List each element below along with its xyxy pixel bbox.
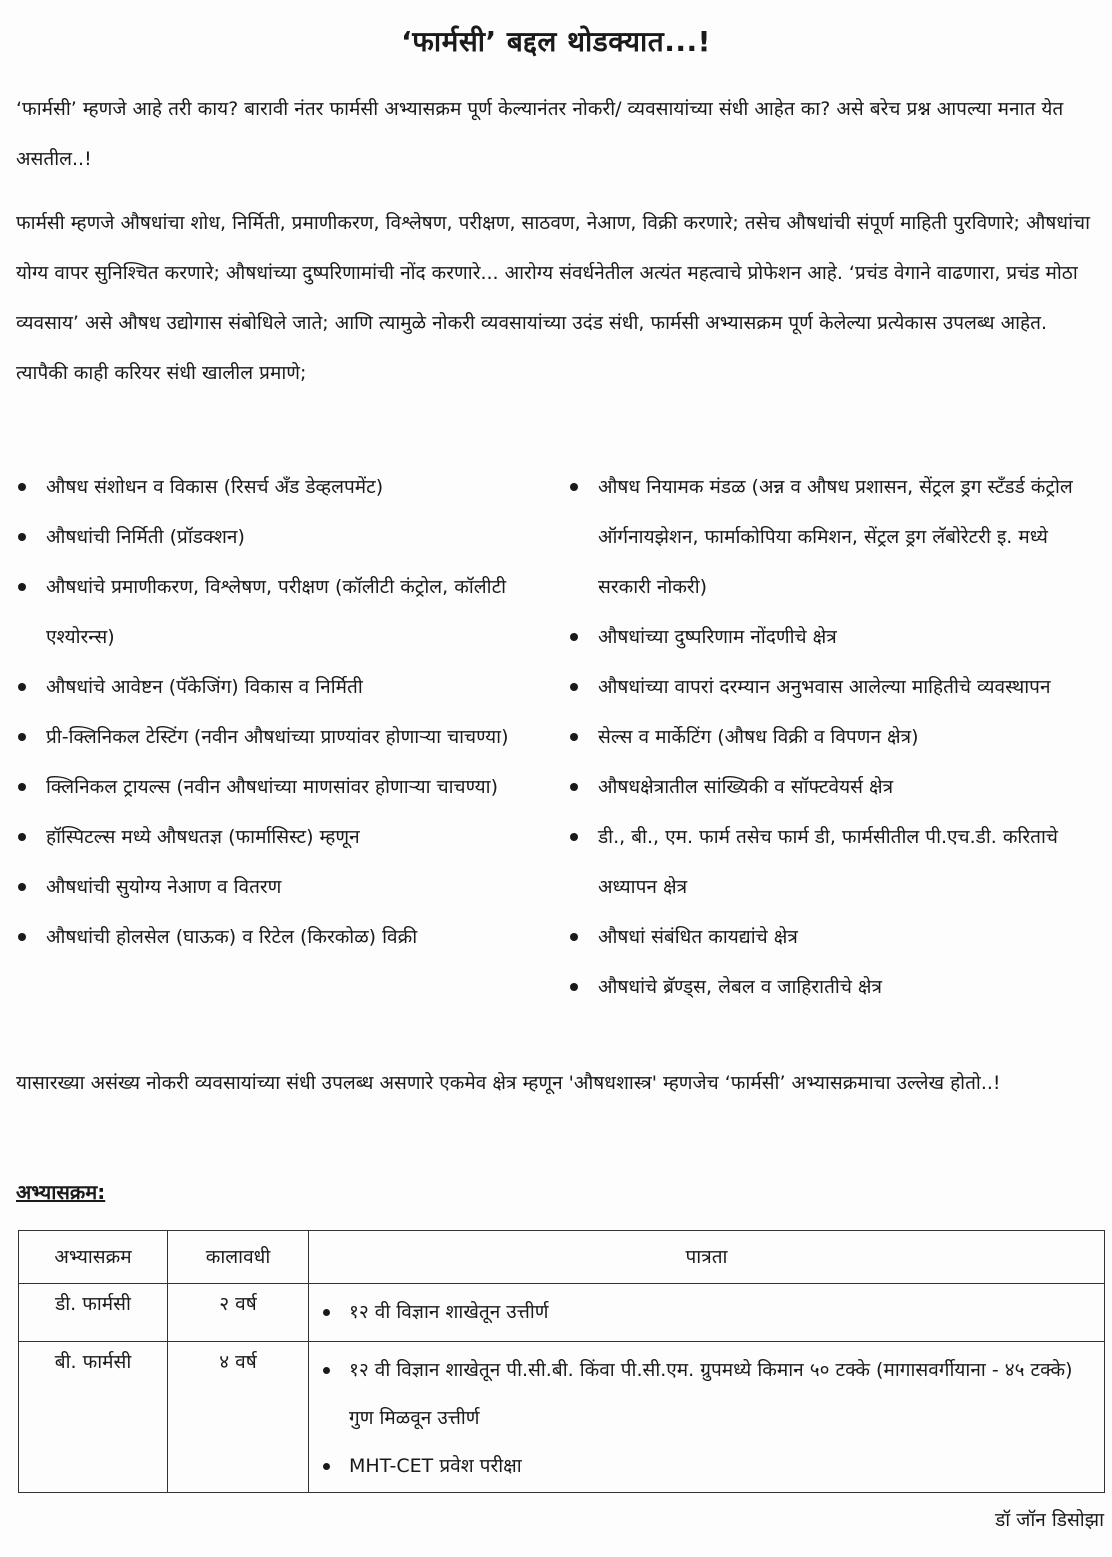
header-eligibility: पात्रता xyxy=(309,1231,1105,1284)
list-item: हॉस्पिटल्स मध्ये औषधतज्ञ (फार्मासिस्ट) म्हणून xyxy=(16,812,536,862)
list-item: औषधक्षेत्रातील सांख्यिकी व सॉफ्टवेयर्स क्षेत्र xyxy=(568,762,1098,812)
career-list-right xyxy=(568,462,1098,1012)
list-item: सेल्स व मार्केटिंग (औषध विक्री व विपणन क्षेत्र) xyxy=(568,712,1098,762)
table-row xyxy=(19,1342,1105,1493)
list-item: औषध संशोधन व विकास (रिसर्च अँड डेव्हलपमेंट) xyxy=(16,462,536,512)
eligibility-cell xyxy=(309,1284,1105,1342)
intro-paragraph: ‘फार्मसी’ म्हणजे आहे तरी काय? बारावी नंतर फार्मसी अभ्यासक्रम पूर्ण केल्यानंतर नोकरी/ व्यवसायांच्या संधी आहेत का? असे बरेच प्रश्न आपल्या मनात येत असतील..! xyxy=(16,98,1064,170)
courses-table xyxy=(18,1230,1105,1493)
list-item: डी., बी., एम. फार्म तसेच फार्म डी, फार्मसीतील पी.एच.डी. करिताचे अध्यापन क्षेत्र xyxy=(568,812,1098,912)
list-item: प्री-क्लिनिकल टेस्टिंग (नवीन औषधांच्या प्राण्यांवर होणाऱ्या चाचण्या) xyxy=(16,712,536,762)
table-row xyxy=(19,1284,1105,1342)
definition-paragraph: फार्मसी म्हणजे औषधांचा शोध, निर्मिती, प्रमाणीकरण, विश्लेषण, परीक्षण, साठवण, नेआण, विक्री करणारे; तसेच औषधांची संपूर्ण माहिती पुरविणारे; औषधांचा योग्य वापर सुनिश्चित करणारे; औषधांच्या दुष्परिणामांची नोंद करणारे... आरोग्य संवर्धनेतील अत्यंत महत्वाचे प्रोफेशन आहे. ‘प्रचंड वेगाने वाढणारा, प्रचंड मोठा व्यवसाय’ असे औषध उद्योगास संबोधिले जाते; आणि त्यामुळे नोकरी व्यवसायांच्या उदंड संधी, फार्मसी अभ्यासक्रम पूर्ण केलेल्या प्रत्येकास उपलब्ध आहेत. त्यापैकी काही करियर संधी खालील प्रमाणे; xyxy=(16,212,1091,384)
list-item: औषध नियामक मंडळ (अन्न व औषध प्रशासन, सेंट्रल ड्रग स्टॅंडर्ड कंट्रोल ऑर्गनायझेशन, फार्माकोपिया कमिशन, सेंट्रल ड्रग लॅबोरेटरी इ. मध्ये सरकारी नोकरी) xyxy=(568,462,1098,612)
list-item: औषधांच्या दुष्परिणाम नोंदणीचे क्षेत्र xyxy=(568,612,1098,662)
courses-heading: अभ्यासक्रम: xyxy=(16,1180,106,1204)
list-item: औषधांची होलसेल (घाऊक) व रिटेल (किरकोळ) विक्री xyxy=(16,912,536,962)
list-item: औषधांची निर्मिती (प्रॉडक्शन) xyxy=(16,512,536,562)
author-signature: डॉ जॉन डिसोझा xyxy=(995,1509,1104,1531)
header-duration: कालावधी xyxy=(168,1231,309,1284)
header-course: अभ्यासक्रम xyxy=(19,1231,168,1284)
list-item: क्लिनिकल ट्रायल्स (नवीन औषधांच्या माणसांवर होणाऱ्या चाचण्या) xyxy=(16,762,536,812)
closing-paragraph: यासारख्या असंख्य नोकरी व्यवसायांच्या संधी उपलब्ध असणारे एकमेव क्षेत्र म्हणून 'औषधशास्त्र' म्हणजेच ‘फार्मसी’ अभ्यासक्रमाचा उल्लेख होतो..! xyxy=(16,1072,1001,1094)
page-title: ‘फार्मसी’ बद्दल थोडक्यात...! xyxy=(401,25,711,58)
eligibility-list xyxy=(317,1288,1096,1336)
list-item: औषधांची सुयोग्य नेआण व वितरण xyxy=(16,862,536,912)
duration-cell: ४ वर्ष xyxy=(168,1342,309,1493)
list-item: MHT-CET प्रवेश परीक्षा xyxy=(317,1442,1096,1490)
career-list-left xyxy=(16,462,536,962)
course-cell: बी. फार्मसी xyxy=(19,1342,168,1493)
list-item: १२ वी विज्ञान शाखेतून पी.सी.बी. किंवा पी.सी.एम. ग्रुपमध्ये किमान ५० टक्के (मागासवर्गीयाना - ४५ टक्के) गुण मिळवून उत्तीर्ण xyxy=(317,1346,1096,1442)
list-item: १२ वी विज्ञान शाखेतून उत्तीर्ण xyxy=(317,1288,1096,1336)
list-item: औषधांचे प्रमाणीकरण, विश्लेषण, परीक्षण (कॉलीटी कंट्रोल, कॉलीटी एश्योरन्स) xyxy=(16,562,536,662)
list-item: औषधां संबंधित कायद्यांचे क्षेत्र xyxy=(568,912,1098,962)
duration-cell: २ वर्ष xyxy=(168,1284,309,1342)
eligibility-cell xyxy=(309,1342,1105,1493)
list-item: औषधांचे आवेष्टन (पॅकेजिंग) विकास व निर्मिती xyxy=(16,662,536,712)
table-header-row xyxy=(19,1231,1105,1284)
course-cell: डी. फार्मसी xyxy=(19,1284,168,1342)
list-item: औषधांचे ब्रॅण्ड्स, लेबल व जाहिरातीचे क्षेत्र xyxy=(568,962,1098,1012)
eligibility-list xyxy=(317,1346,1096,1490)
list-item: औषधांच्या वापरां दरम्यान अनुभवास आलेल्या माहितीचे व्यवस्थापन xyxy=(568,662,1098,712)
